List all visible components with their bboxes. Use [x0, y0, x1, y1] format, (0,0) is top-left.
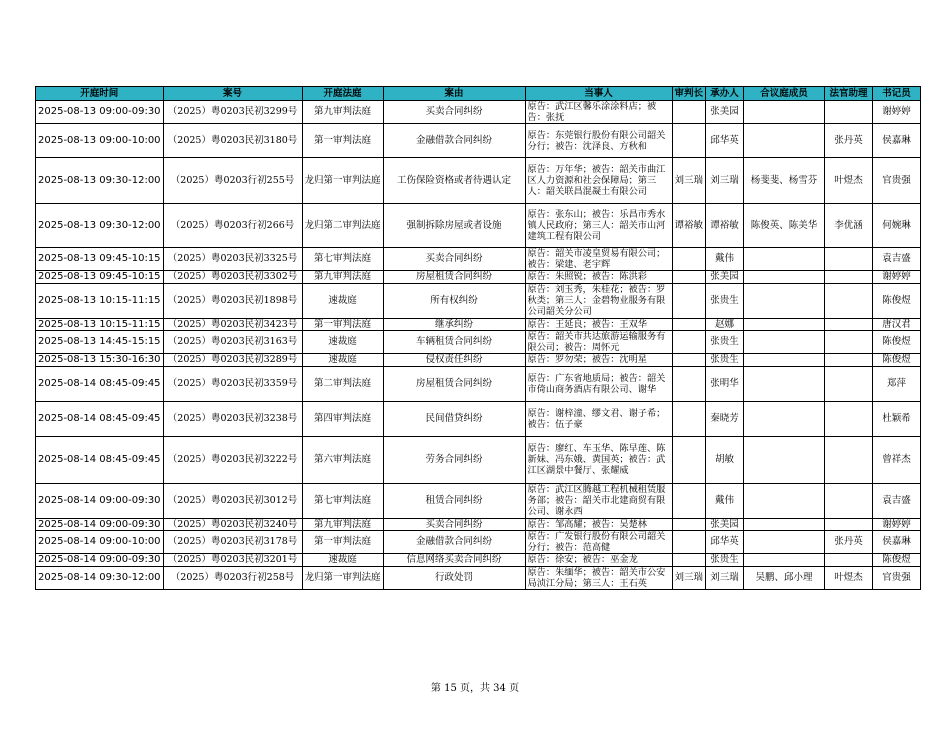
cell-clerk: 陈俊煜 [873, 354, 921, 367]
table-row [36, 366, 921, 401]
cell-presiding-judge [672, 366, 706, 401]
header-panel: 合议庭成员 [744, 87, 825, 101]
cell-parties: 原告：朱照锐；被告：陈洪彩 [525, 271, 672, 284]
cell-cause: 金融借款合同纠纷 [383, 531, 525, 554]
cell-courtroom: 第一审判法庭 [302, 124, 383, 158]
cell-case-number: （2025）粤0203民初3012号 [163, 483, 302, 518]
cell-courtroom: 速裁庭 [302, 354, 383, 367]
header-case-number: 案号 [163, 87, 302, 101]
cell-clerk: 陈俊煜 [873, 554, 921, 567]
cell-presiding-judge [672, 331, 706, 354]
cell-panel [744, 483, 825, 518]
cell-panel [744, 283, 825, 318]
cell-courtroom: 第四审判法庭 [302, 401, 383, 436]
cell-panel [744, 366, 825, 401]
cell-assistant [825, 366, 873, 401]
cell-handler: 张美园 [706, 271, 744, 284]
cell-assistant [825, 283, 873, 318]
cell-panel [744, 401, 825, 436]
cell-presiding-judge [672, 401, 706, 436]
cell-panel: 陈俊英、陈美华 [744, 204, 825, 248]
cell-cause: 车辆租赁合同纠纷 [383, 331, 525, 354]
cell-parties: 原告：罗勿荣；被告：沈明星 [525, 354, 672, 367]
table-row [36, 566, 921, 589]
cell-assistant [825, 271, 873, 284]
hearing-schedule-table [35, 86, 921, 590]
cell-clerk: 杜颖希 [873, 401, 921, 436]
header-handler: 承办人 [706, 87, 744, 101]
cell-clerk: 袁吉盛 [873, 483, 921, 518]
cell-clerk: 侯嘉琳 [873, 124, 921, 158]
cell-handler: 张贵生 [706, 331, 744, 354]
cell-assistant [825, 331, 873, 354]
cell-cause: 侵权责任纠纷 [383, 354, 525, 367]
table-row [36, 204, 921, 248]
cell-cause: 买卖合同纠纷 [383, 518, 525, 531]
cell-time: 2025-08-14 09:00-09:30 [36, 554, 164, 567]
cell-cause: 房屋租赁合同纠纷 [383, 271, 525, 284]
cell-panel [744, 554, 825, 567]
cell-handler: 赵娜 [706, 318, 744, 331]
cell-time: 2025-08-13 09:00-10:00 [36, 124, 164, 158]
cell-cause: 强制拆除房屋或者设施 [383, 204, 525, 248]
cell-case-number: （2025）粤0203民初3423号 [163, 318, 302, 331]
cell-assistant [825, 318, 873, 331]
cell-presiding-judge: 谭裕敏 [672, 204, 706, 248]
table-row [36, 354, 921, 367]
cell-cause: 所有权纠纷 [383, 283, 525, 318]
cell-handler: 张贵生 [706, 283, 744, 318]
cell-assistant: 张丹英 [825, 531, 873, 554]
cell-assistant [825, 354, 873, 367]
cell-time: 2025-08-14 08:45-09:45 [36, 401, 164, 436]
cell-case-number: （2025）粤0203民初3299号 [163, 101, 302, 124]
table-row [36, 436, 921, 483]
cell-presiding-judge: 刘三瑞 [672, 566, 706, 589]
cell-courtroom: 龙归第一审判法庭 [302, 158, 383, 204]
cell-handler: 胡敏 [706, 436, 744, 483]
cell-courtroom: 速裁庭 [302, 554, 383, 567]
cell-case-number: （2025）粤0203民初3289号 [163, 354, 302, 367]
cell-time: 2025-08-14 09:00-09:30 [36, 518, 164, 531]
table-row [36, 331, 921, 354]
cell-cause: 买卖合同纠纷 [383, 101, 525, 124]
cell-time: 2025-08-13 09:00-09:30 [36, 101, 164, 124]
table-row [36, 401, 921, 436]
cell-case-number: （2025）粤0203民初3238号 [163, 401, 302, 436]
cell-presiding-judge [672, 283, 706, 318]
cell-panel [744, 331, 825, 354]
cell-assistant [825, 554, 873, 567]
table-row [36, 554, 921, 567]
cell-courtroom: 龙归第一审判法庭 [302, 566, 383, 589]
cell-assistant: 李优涵 [825, 204, 873, 248]
cell-case-number: （2025）粤0203民初3359号 [163, 366, 302, 401]
table-row [36, 318, 921, 331]
cell-clerk: 郑萍 [873, 366, 921, 401]
table-row [36, 483, 921, 518]
cell-handler: 张美园 [706, 101, 744, 124]
cell-presiding-judge [672, 271, 706, 284]
cell-parties: 原告：朱缅华；被告：韶关市公安局浈江分局；第三人：王石英 [525, 566, 672, 589]
cell-assistant [825, 518, 873, 531]
cell-presiding-judge [672, 554, 706, 567]
cell-courtroom: 第二审判法庭 [302, 366, 383, 401]
cell-presiding-judge [672, 354, 706, 367]
cell-courtroom: 龙归第二审判法庭 [302, 204, 383, 248]
cell-panel [744, 248, 825, 271]
header-assistant: 法官助理 [825, 87, 873, 101]
cell-courtroom: 第九审判法庭 [302, 101, 383, 124]
cell-time: 2025-08-14 09:30-12:00 [36, 566, 164, 589]
cell-time: 2025-08-14 08:45-09:45 [36, 436, 164, 483]
cell-case-number: （2025）粤0203民初3240号 [163, 518, 302, 531]
cell-courtroom: 第一审判法庭 [302, 531, 383, 554]
table-row [36, 283, 921, 318]
cell-panel [744, 518, 825, 531]
cell-presiding-judge [672, 248, 706, 271]
cell-handler: 张贵生 [706, 354, 744, 367]
header-parties: 当事人 [525, 87, 672, 101]
cell-cause: 行政处罚 [383, 566, 525, 589]
cell-handler: 刘三瑞 [706, 566, 744, 589]
cell-time: 2025-08-14 08:45-09:45 [36, 366, 164, 401]
cell-courtroom: 第七审判法庭 [302, 248, 383, 271]
cell-clerk: 官贵强 [873, 158, 921, 204]
cell-handler: 秦晓芳 [706, 401, 744, 436]
cell-time: 2025-08-13 09:45-10:15 [36, 248, 164, 271]
cell-cause: 买卖合同纠纷 [383, 248, 525, 271]
cell-presiding-judge: 刘三瑞 [672, 158, 706, 204]
cell-panel [744, 124, 825, 158]
cell-parties: 原告：刘玉秀，朱桂花；被告：罗秋类；第三人：金碧物业服务有限公司韶关分公司 [525, 283, 672, 318]
cell-clerk: 袁吉盛 [873, 248, 921, 271]
cell-case-number: （2025）粤0203行初258号 [163, 566, 302, 589]
cell-presiding-judge [672, 124, 706, 158]
cell-presiding-judge [672, 531, 706, 554]
cell-cause: 劳务合同纠纷 [383, 436, 525, 483]
cell-parties: 原告：广发银行股份有限公司韶关分行；被告：范高健 [525, 531, 672, 554]
cell-parties: 原告：邹高耀；被告：吴楚林 [525, 518, 672, 531]
table-row [36, 124, 921, 158]
cell-handler: 张贵生 [706, 554, 744, 567]
cell-case-number: （2025）粤0203民初3163号 [163, 331, 302, 354]
cell-handler: 邱华英 [706, 531, 744, 554]
table-row [36, 531, 921, 554]
cell-courtroom: 第七审判法庭 [302, 483, 383, 518]
cell-panel [744, 436, 825, 483]
cell-time: 2025-08-14 09:00-09:30 [36, 483, 164, 518]
cell-case-number: （2025）粤0203民初3325号 [163, 248, 302, 271]
cell-parties: 原告：东莞银行股份有限公司韶关分行；被告：沈泽良、方秋和 [525, 124, 672, 158]
cell-parties: 原告：武江区馨乐涂涂料店；被告：张抚 [525, 101, 672, 124]
cell-panel [744, 354, 825, 367]
cell-presiding-judge [672, 518, 706, 531]
cell-time: 2025-08-13 14:45-15:15 [36, 331, 164, 354]
cell-handler: 谭裕敏 [706, 204, 744, 248]
cell-time: 2025-08-13 09:30-12:00 [36, 158, 164, 204]
cell-parties: 原告：万年华；被告：韶关市曲江区人力资源和社会保障局；第三人：韶关联昌混凝土有限公司 [525, 158, 672, 204]
cell-parties: 原告：广东省地质局；被告：韶关市倚山商务酒店有限公司、谢华 [525, 366, 672, 401]
cell-presiding-judge [672, 436, 706, 483]
cell-panel [744, 101, 825, 124]
cell-assistant: 叶煜杰 [825, 566, 873, 589]
cell-clerk: 谢婷婷 [873, 518, 921, 531]
header-clerk: 书记员 [873, 87, 921, 101]
cell-handler: 邱华英 [706, 124, 744, 158]
cell-cause: 金融借款合同纠纷 [383, 124, 525, 158]
cell-cause: 房屋租赁合同纠纷 [383, 366, 525, 401]
cell-time: 2025-08-13 10:15-11:15 [36, 283, 164, 318]
cell-clerk: 唐汉君 [873, 318, 921, 331]
header-cause: 案由 [383, 87, 525, 101]
cell-cause: 继承纠纷 [383, 318, 525, 331]
cell-clerk: 陈俊煜 [873, 331, 921, 354]
cell-time: 2025-08-13 09:30-12:00 [36, 204, 164, 248]
cell-handler: 戴伟 [706, 248, 744, 271]
page-footer: 第 15 页，共 34 页 [430, 683, 520, 694]
cell-presiding-judge [672, 318, 706, 331]
cell-clerk: 侯嘉琳 [873, 531, 921, 554]
cell-parties: 原告：韶关市凌皇贸易有限公司；被告：梁建、老宇辉 [525, 248, 672, 271]
cell-assistant [825, 101, 873, 124]
cell-panel [744, 271, 825, 284]
cell-assistant [825, 483, 873, 518]
table-row [36, 518, 921, 531]
header-courtroom: 开庭法庭 [302, 87, 383, 101]
header-presiding-judge: 审判长 [672, 87, 706, 101]
cell-handler: 张美园 [706, 518, 744, 531]
cell-cause: 信息网络买卖合同纠纷 [383, 554, 525, 567]
cell-parties: 原告：廖红、车玉华、陈早莲、陈新妹、冯东娥、黄国英；被告：武江区湖景中餐厅、张耀威 [525, 436, 672, 483]
table-row [36, 158, 921, 204]
cell-case-number: （2025）粤0203民初3178号 [163, 531, 302, 554]
cell-case-number: （2025）粤0203民初3302号 [163, 271, 302, 284]
cell-courtroom: 速裁庭 [302, 283, 383, 318]
cell-time: 2025-08-13 09:45-10:15 [36, 271, 164, 284]
cell-courtroom: 第九审判法庭 [302, 271, 383, 284]
cell-parties: 原告：韶关市共达旅游运输服务有限公司；被告：周怀元 [525, 331, 672, 354]
cell-assistant: 叶煜杰 [825, 158, 873, 204]
cell-cause: 租赁合同纠纷 [383, 483, 525, 518]
cell-panel [744, 318, 825, 331]
cell-clerk: 谢婷婷 [873, 101, 921, 124]
cell-handler: 戴伟 [706, 483, 744, 518]
cell-case-number: （2025）粤0203民初1898号 [163, 283, 302, 318]
cell-cause: 民间借贷纠纷 [383, 401, 525, 436]
cell-panel: 吴鹏、邱小理 [744, 566, 825, 589]
cell-assistant [825, 436, 873, 483]
cell-case-number: （2025）粤0203行初266号 [163, 204, 302, 248]
cell-clerk: 何婉琳 [873, 204, 921, 248]
cell-clerk: 官贵强 [873, 566, 921, 589]
cell-clerk: 陈俊煜 [873, 283, 921, 318]
cell-parties: 原告：徐安；被告：巫金龙 [525, 554, 672, 567]
table-row [36, 271, 921, 284]
table-row [36, 248, 921, 271]
cell-panel [744, 531, 825, 554]
cell-parties: 原告：王延良；被告：王双华 [525, 318, 672, 331]
cell-time: 2025-08-13 15:30-16:30 [36, 354, 164, 367]
cell-clerk: 曾祥杰 [873, 436, 921, 483]
header-row [36, 87, 921, 101]
cell-courtroom: 第一审判法庭 [302, 318, 383, 331]
cell-time: 2025-08-14 09:00-10:00 [36, 531, 164, 554]
table-body [36, 101, 921, 590]
cell-parties: 原告：张东山；被告：乐昌市秀水镇人民政府；第三人：韶关市山河建筑工程有限公司 [525, 204, 672, 248]
cell-courtroom: 速裁庭 [302, 331, 383, 354]
header-time: 开庭时间 [36, 87, 164, 101]
cell-courtroom: 第九审判法庭 [302, 518, 383, 531]
cell-courtroom: 第六审判法庭 [302, 436, 383, 483]
cell-assistant [825, 248, 873, 271]
cell-assistant: 张丹英 [825, 124, 873, 158]
cell-case-number: （2025）粤0203行初255号 [163, 158, 302, 204]
cell-clerk: 谢婷婷 [873, 271, 921, 284]
table-row [36, 101, 921, 124]
cell-handler: 刘三瑞 [706, 158, 744, 204]
cell-time: 2025-08-13 10:15-11:15 [36, 318, 164, 331]
cell-panel: 杨斐斐、杨雪芬 [744, 158, 825, 204]
cell-parties: 原告：谢梓潼、缪文君、谢子希；被告：伍子豪 [525, 401, 672, 436]
cell-presiding-judge [672, 101, 706, 124]
cell-case-number: （2025）粤0203民初3222号 [163, 436, 302, 483]
cell-case-number: （2025）粤0203民初3180号 [163, 124, 302, 158]
cell-case-number: （2025）粤0203民初3201号 [163, 554, 302, 567]
cell-parties: 原告：武江区腾越工程机械租赁服务部；被告：韶关市北建商贸有限公司、谢永西 [525, 483, 672, 518]
cell-presiding-judge [672, 483, 706, 518]
cell-cause: 工伤保险资格或者待遇认定 [383, 158, 525, 204]
cell-assistant [825, 401, 873, 436]
cell-handler: 张明华 [706, 366, 744, 401]
